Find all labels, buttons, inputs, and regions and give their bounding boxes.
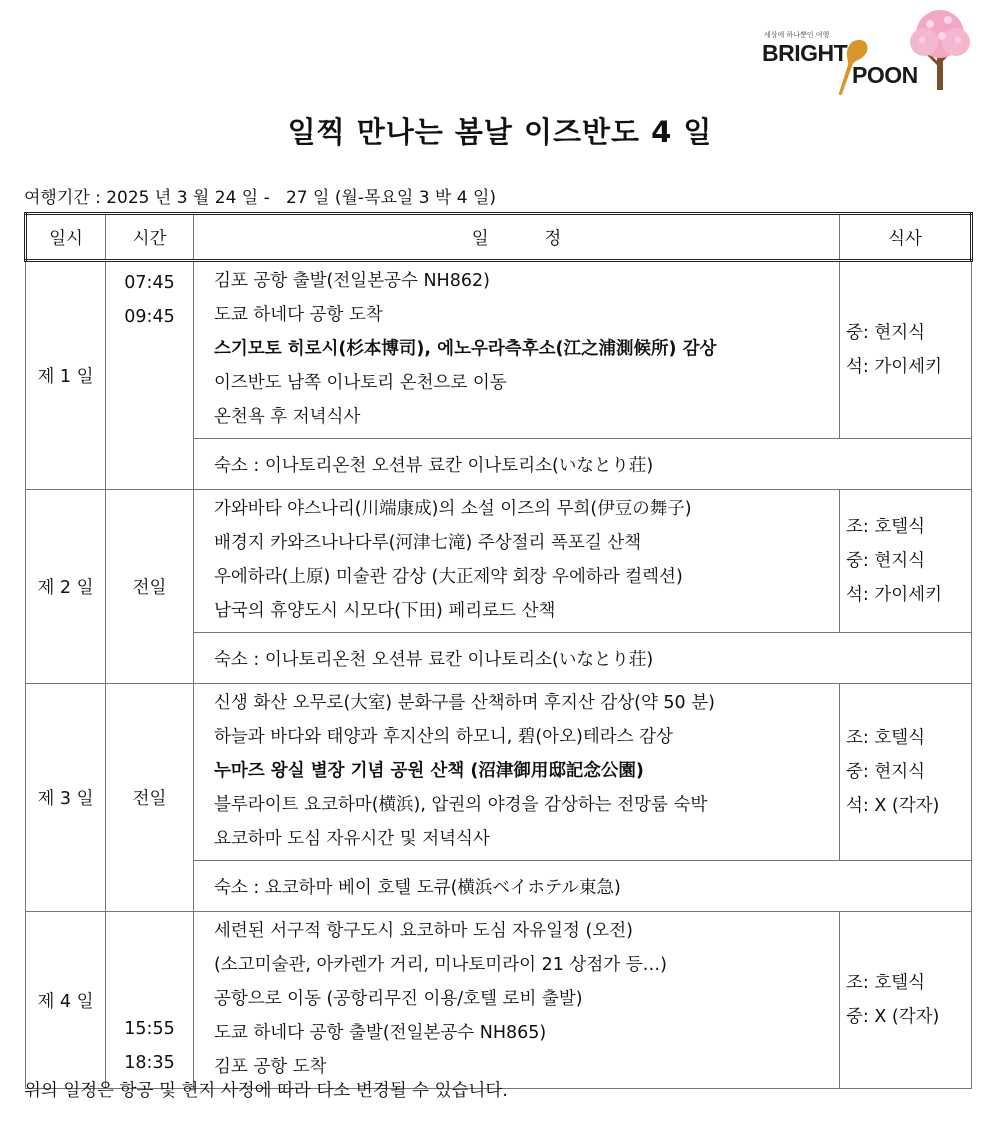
table-row-day-1 bbox=[26, 261, 972, 439]
meal-item: 석: 가이세키 bbox=[846, 357, 942, 377]
lodging-text: 숙소 : 이나토리온천 오션뷰 료칸 이나토리소(いなとり荘) bbox=[194, 439, 972, 490]
schedule-item: 스기모토 히로시(杉本博司), 에노우라측후소(江之浦測候所) 감상 bbox=[214, 339, 717, 359]
meal-item: 중: 현지식 bbox=[846, 551, 926, 571]
time-all-day: 전일 bbox=[106, 684, 194, 912]
meal-item: 석: X (각자) bbox=[846, 796, 940, 816]
schedule-item: 하늘과 바다와 태양과 후지산의 하모니, 碧(아오)테라스 감상 bbox=[214, 727, 673, 747]
schedule-item: 김포 공항 도착 bbox=[214, 1057, 327, 1077]
header-time: 시간 bbox=[106, 214, 194, 261]
header-meal: 식사 bbox=[840, 214, 972, 261]
schedule-item: 김포 공항 출발(전일본공수 NH862) bbox=[214, 271, 490, 291]
cherry-blossom-tree-icon bbox=[908, 6, 972, 96]
logo-tagline: 세상에 하나뿐인 여행 bbox=[764, 31, 830, 39]
time-value: 07:45 bbox=[124, 273, 175, 293]
schedule-item: 세련된 서구적 항구도시 요코하마 도심 자유일정 (오전) bbox=[214, 921, 633, 941]
schedule-item: 배경지 카와즈나나다루(河津七滝) 주상절리 폭포길 산책 bbox=[214, 533, 642, 553]
meal-item: 중: 현지식 bbox=[846, 323, 926, 343]
schedule-item: 남국의 휴양도시 시모다(下田) 페리로드 산책 bbox=[214, 601, 556, 621]
meal-item: 조: 호텔식 bbox=[846, 517, 926, 537]
header-day: 일시 bbox=[26, 214, 106, 261]
time-value: 15:55 bbox=[124, 1019, 175, 1039]
schedule-item: 우에하라(上原) 미술관 감상 (大正제약 회장 우에하라 컬렉션) bbox=[214, 567, 683, 587]
header-schedule: 일 정 bbox=[194, 214, 840, 261]
schedule-item: 신생 화산 오무로(大室) 분화구를 산책하며 후지산 감상(약 50 분) bbox=[214, 693, 715, 713]
time-value: 18:35 bbox=[124, 1053, 175, 1073]
time-all-day: 전일 bbox=[106, 490, 194, 684]
meal-cell bbox=[840, 490, 972, 633]
schedule-item: 공항으로 이동 (공항리무진 이용/호텔 로비 출발) bbox=[214, 989, 583, 1009]
time-cell bbox=[106, 261, 194, 490]
itinerary-table bbox=[24, 212, 973, 1089]
table-row-day-2 bbox=[26, 490, 972, 633]
meal-item: 중: X (각자) bbox=[846, 1007, 940, 1027]
schedule-item: 도쿄 하네다 공항 출발(전일본공수 NH865) bbox=[214, 1023, 547, 1043]
schedule-item: (소고미술관, 아카렌가 거리, 미나토미라이 21 상점가 등…) bbox=[214, 955, 667, 975]
logo-brand-top: BRIGHT bbox=[762, 40, 848, 66]
schedule-items bbox=[194, 261, 840, 439]
day-label: 제 1 일 bbox=[26, 261, 106, 490]
meal-item: 중: 현지식 bbox=[846, 762, 926, 782]
schedule-item: 도쿄 하네다 공항 도착 bbox=[214, 305, 383, 325]
meal-item: 조: 호텔식 bbox=[846, 973, 926, 993]
meal-cell bbox=[840, 261, 972, 439]
schedule-item: 온천욕 후 저녁식사 bbox=[214, 407, 361, 427]
schedule-items bbox=[194, 912, 840, 1089]
schedule-items bbox=[194, 684, 840, 861]
table-row-day-4 bbox=[26, 912, 972, 1089]
brand-logo bbox=[760, 6, 975, 98]
schedule-item: 가와바타 야스나리(川端康成)의 소설 이즈의 무희(伊豆の舞子) bbox=[214, 499, 692, 519]
disclaimer-note: 위의 일정은 항공 및 현지 사정에 따라 다소 변경될 수 있습니다. bbox=[24, 1081, 508, 1101]
time-value: 09:45 bbox=[124, 307, 175, 327]
meal-cell bbox=[840, 684, 972, 861]
schedule-items bbox=[194, 490, 840, 633]
meal-item: 조: 호텔식 bbox=[846, 728, 926, 748]
logo-brand-bottom: POON bbox=[852, 62, 918, 88]
lodging-text: 숙소 : 이나토리온천 오션뷰 료칸 이나토리소(いなとり荘) bbox=[194, 633, 972, 684]
page-title: 일찍 만나는 봄날 이즈반도 4 일 bbox=[287, 115, 713, 149]
day-label: 제 4 일 bbox=[26, 912, 106, 1089]
meal-item: 석: 가이세키 bbox=[846, 585, 942, 605]
schedule-item: 블루라이트 요코하마(横浜), 압권의 야경을 감상하는 전망룸 숙박 bbox=[214, 795, 708, 815]
time-cell bbox=[106, 912, 194, 1089]
table-row-day-3 bbox=[26, 684, 972, 861]
schedule-item: 요코하마 도심 자유시간 및 저녁식사 bbox=[214, 829, 490, 849]
day-label: 제 2 일 bbox=[26, 490, 106, 684]
schedule-item: 누마즈 왕실 별장 기념 공원 산책 (沼津御用邸記念公園) bbox=[214, 761, 644, 781]
travel-period: 여행기간 : 2025 년 3 월 24 일 - 27 일 (월-목요일 3 박 4 일) bbox=[24, 188, 497, 208]
day-label: 제 3 일 bbox=[26, 684, 106, 912]
lodging-text: 숙소 : 요코하마 베이 호텔 도큐(横浜ベイホテル東急) bbox=[194, 861, 972, 912]
schedule-item: 이즈반도 남쪽 이나토리 온천으로 이동 bbox=[214, 373, 507, 393]
table-header-row bbox=[26, 214, 972, 261]
meal-cell bbox=[840, 912, 972, 1089]
